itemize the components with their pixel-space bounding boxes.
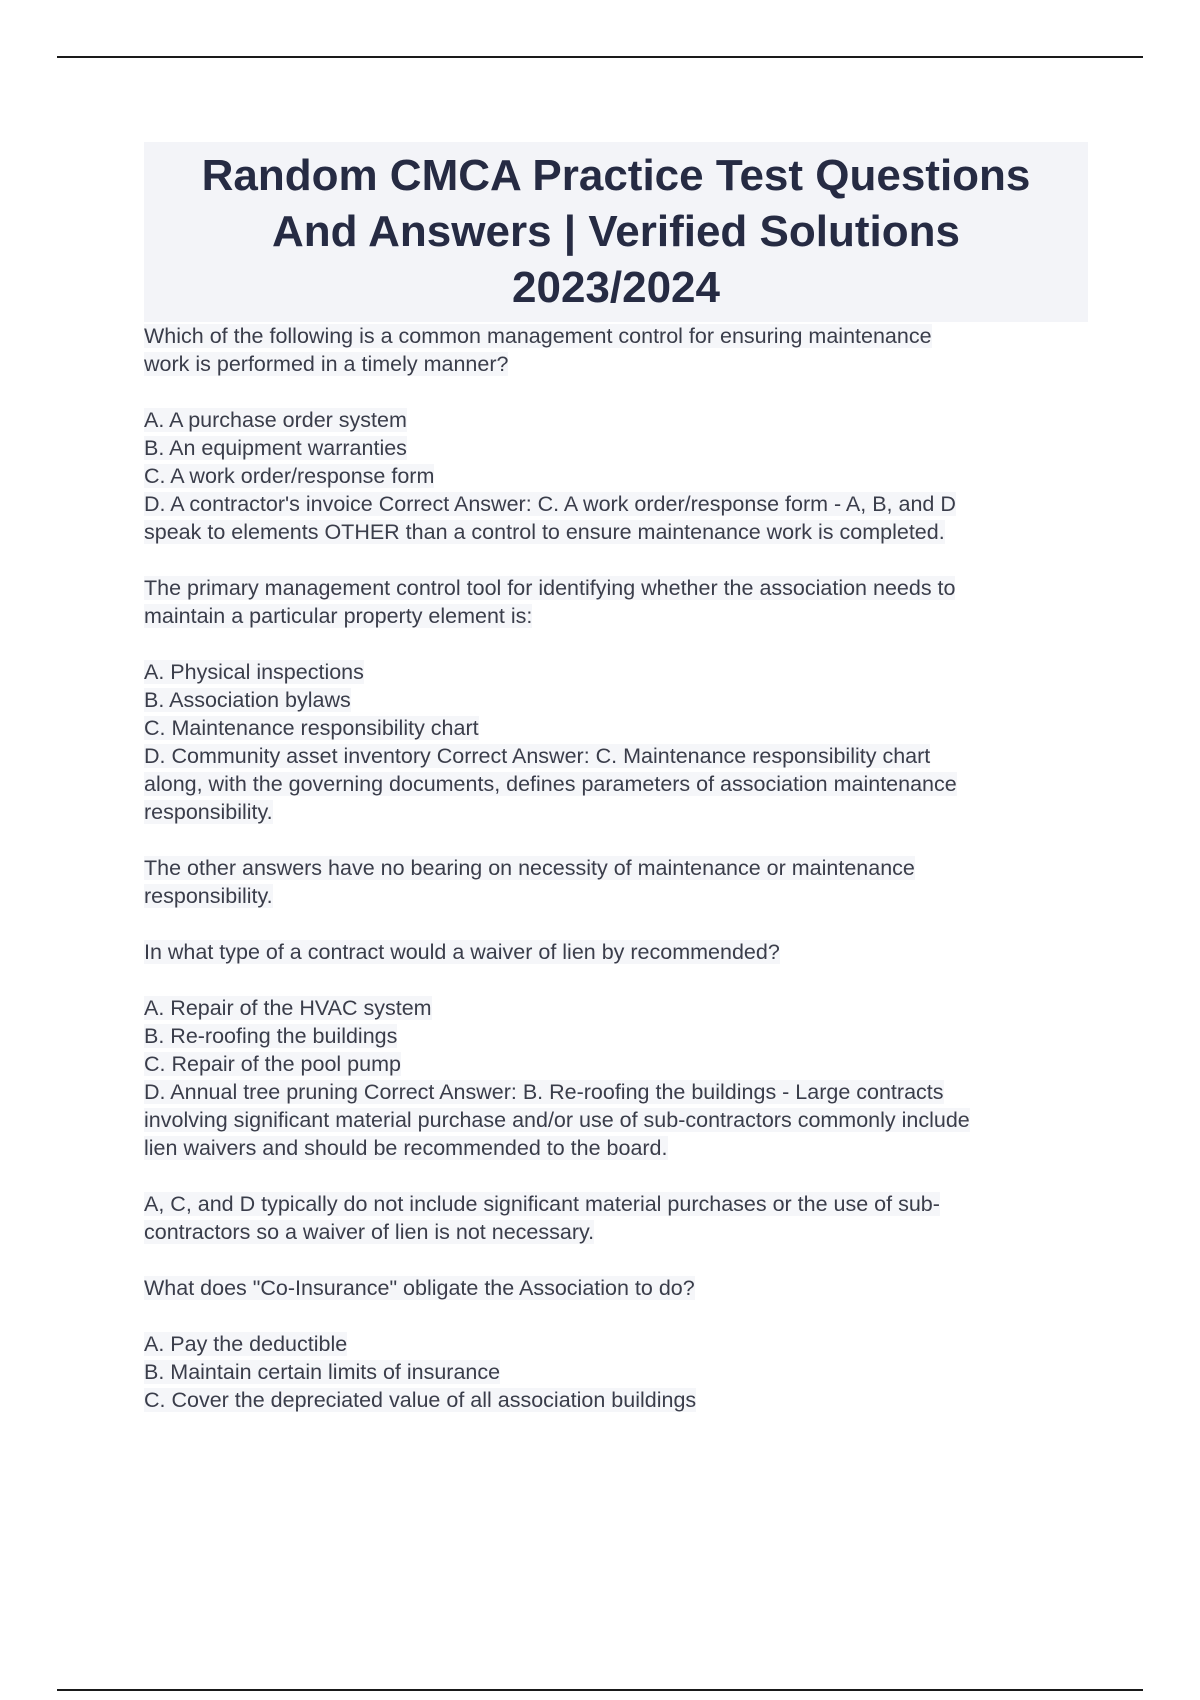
bottom-rule	[57, 1689, 1143, 1691]
q1-option-b: B. An equipment warranties	[144, 436, 407, 460]
question-3	[144, 938, 1088, 966]
question-2-line-1: The primary management control tool for identifying whether the association needs to	[144, 576, 956, 600]
qa-content	[144, 322, 1088, 1414]
title-line-2: And Answers | Verified Solutions	[272, 207, 960, 256]
q3-note-line-1: A, C, and D typically do not include significant material purchases or the use of sub-	[144, 1192, 940, 1216]
question-3-line-1: In what type of a contract would a waiver of lien by recommended?	[144, 940, 780, 964]
question-1-line-2: work is performed in a timely manner?	[144, 352, 509, 376]
top-rule	[57, 56, 1143, 58]
q3-option-c: C. Repair of the pool pump	[144, 1052, 401, 1076]
document-body	[144, 142, 1088, 1414]
question-2-options	[144, 658, 1088, 826]
q3-note-line-2: contractors so a waiver of lien is not necessary.	[144, 1220, 595, 1244]
q1-option-a: A. A purchase order system	[144, 408, 407, 432]
question-1-options	[144, 406, 1088, 546]
q3-answer-explanation-2: lien waivers and should be recommended to the board.	[144, 1136, 668, 1160]
document-title	[154, 148, 1078, 316]
q2-option-c: C. Maintenance responsibility chart	[144, 716, 479, 740]
q4-option-a: A. Pay the deductible	[144, 1332, 348, 1356]
question-4	[144, 1274, 1088, 1302]
q3-option-b: B. Re-roofing the buildings	[144, 1024, 398, 1048]
question-2	[144, 574, 1088, 630]
q2-note-line-2: responsibility.	[144, 884, 273, 908]
q4-option-b: B. Maintain certain limits of insurance	[144, 1360, 501, 1384]
question-2-line-2: maintain a particular property element is:	[144, 604, 533, 628]
q1-answer-explanation: speak to elements OTHER than a control to ensure maintenance work is completed.	[144, 520, 945, 544]
q3-option-a: A. Repair of the HVAC system	[144, 996, 432, 1020]
question-3-options	[144, 994, 1088, 1162]
question-4-options	[144, 1330, 1088, 1414]
title-line-3: 2023/2024	[512, 263, 720, 312]
q4-option-c: C. Cover the depreciated value of all association buildings	[144, 1388, 697, 1412]
q2-note-line-1: The other answers have no bearing on necessity of maintenance or maintenance	[144, 856, 915, 880]
q2-answer-explanation-1: along, with the governing documents, defines parameters of association maintenance	[144, 772, 957, 796]
title-line-1: Random CMCA Practice Test Questions	[201, 151, 1031, 200]
question-1	[144, 322, 1088, 378]
q2-option-d-answer: D. Community asset inventory Correct Answer: C. Maintenance responsibility chart	[144, 744, 931, 768]
question-3-note	[144, 1190, 1088, 1246]
question-1-line-1: Which of the following is a common management control for ensuring maintenance	[144, 324, 932, 348]
q3-answer-explanation-1: involving significant material purchase and/or use of sub-contractors commonly include	[144, 1108, 970, 1132]
q3-option-d-answer: D. Annual tree pruning Correct Answer: B. Re-roofing the buildings - Large contracts	[144, 1080, 944, 1104]
q2-option-a: A. Physical inspections	[144, 660, 364, 684]
q2-answer-explanation-2: responsibility.	[144, 800, 273, 824]
q1-option-d-answer: D. A contractor's invoice Correct Answer: C. A work order/response form - A, B, and D	[144, 492, 956, 516]
title-box	[144, 142, 1088, 322]
question-2-note	[144, 854, 1088, 910]
question-4-line-1: What does "Co-Insurance" obligate the Association to do?	[144, 1276, 695, 1300]
q2-option-b: B. Association bylaws	[144, 688, 351, 712]
q1-option-c: C. A work order/response form	[144, 464, 435, 488]
